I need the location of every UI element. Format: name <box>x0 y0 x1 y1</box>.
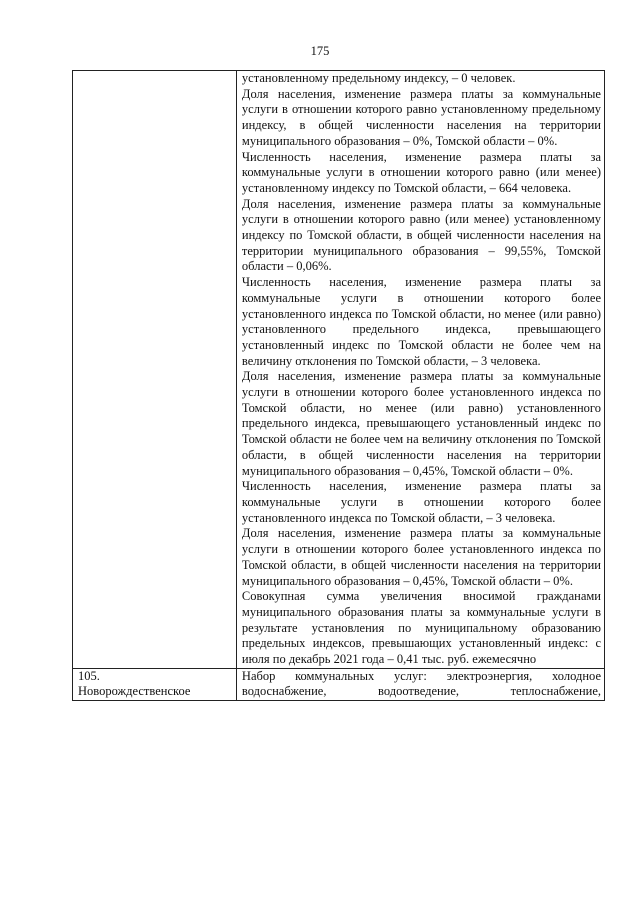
paragraph: Совокупная сумма увеличения вносимой гражданами муниципального образования платы за коммунальные услуги в результате установления по муниципальному образованию предельных индексов, превышающих установленный индекс: с июля по декабрь 2021 года – 0,41 тыс. руб. ежемесячно <box>241 589 601 667</box>
paragraph: Доля населения, изменение размера платы за коммунальные услуги в отношении которого равно установленному предельному индексу, в общей численности населения на территории муниципального образования – 0%, Томской области – 0%. <box>241 86 601 148</box>
municipality-cell <box>73 668 237 700</box>
row-number: 105. <box>78 668 100 683</box>
table-row <box>73 668 605 700</box>
paragraph: Доля населения, изменение размера платы за коммунальные услуги в отношении которого более установленного индекса по Томской области, но менее (или равно) установленного предельного индекса, превышающего установленный индекс по Томской области не более чем на величину отклонения по Томской области, в общей численности населения на территории муниципального образования – 0,45%, Томской области – 0%. <box>241 369 601 478</box>
page-number: 175 <box>310 44 330 58</box>
municipality-name: Новорождественское <box>78 684 191 699</box>
paragraph: Набор коммунальных услуг: электроэнергия, холодное водоснабжение, водоотведение, теплоснабжение, <box>241 668 601 699</box>
paragraph: Доля населения, изменение размера платы за коммунальные услуги в отношении которого более установленного индекса по Томской области, в общей численности населения на территории муниципального образования – 0,45%, Томской области – 0%. <box>241 526 601 588</box>
paragraph: установленному предельному индексу, – 0 человек. <box>241 71 516 85</box>
paragraph: Численность населения, изменение размера платы за коммунальные услуги в отношении которого более установленного индекса по Томской области, – 3 человека. <box>241 479 601 525</box>
municipality-cell <box>73 71 237 669</box>
description-cell <box>236 668 604 700</box>
paragraph: Численность населения, изменение размера платы за коммунальные услуги в отношении которого более установленного индекса по Томской области, но менее (или равно) установленного предельного индекса, превышающего установленный индекс по Томской области не более чем на величину отклонения по Томской области, – 3 человека. <box>241 275 601 368</box>
table-row <box>73 71 605 669</box>
description-cell <box>236 71 604 669</box>
paragraph: Численность населения, изменение размера платы за коммунальные услуги в отношении которого равно (или менее) установленному индексу по Томской области, – 664 человека. <box>241 149 601 195</box>
municipal-table <box>72 70 605 701</box>
paragraph: Доля населения, изменение размера платы за коммунальные услуги в отношении которого равно (или менее) установленному индексу по Томской области, в общей численности населения на территории муниципального образования – 99,55%, Томской области – 0,06%. <box>241 196 601 274</box>
